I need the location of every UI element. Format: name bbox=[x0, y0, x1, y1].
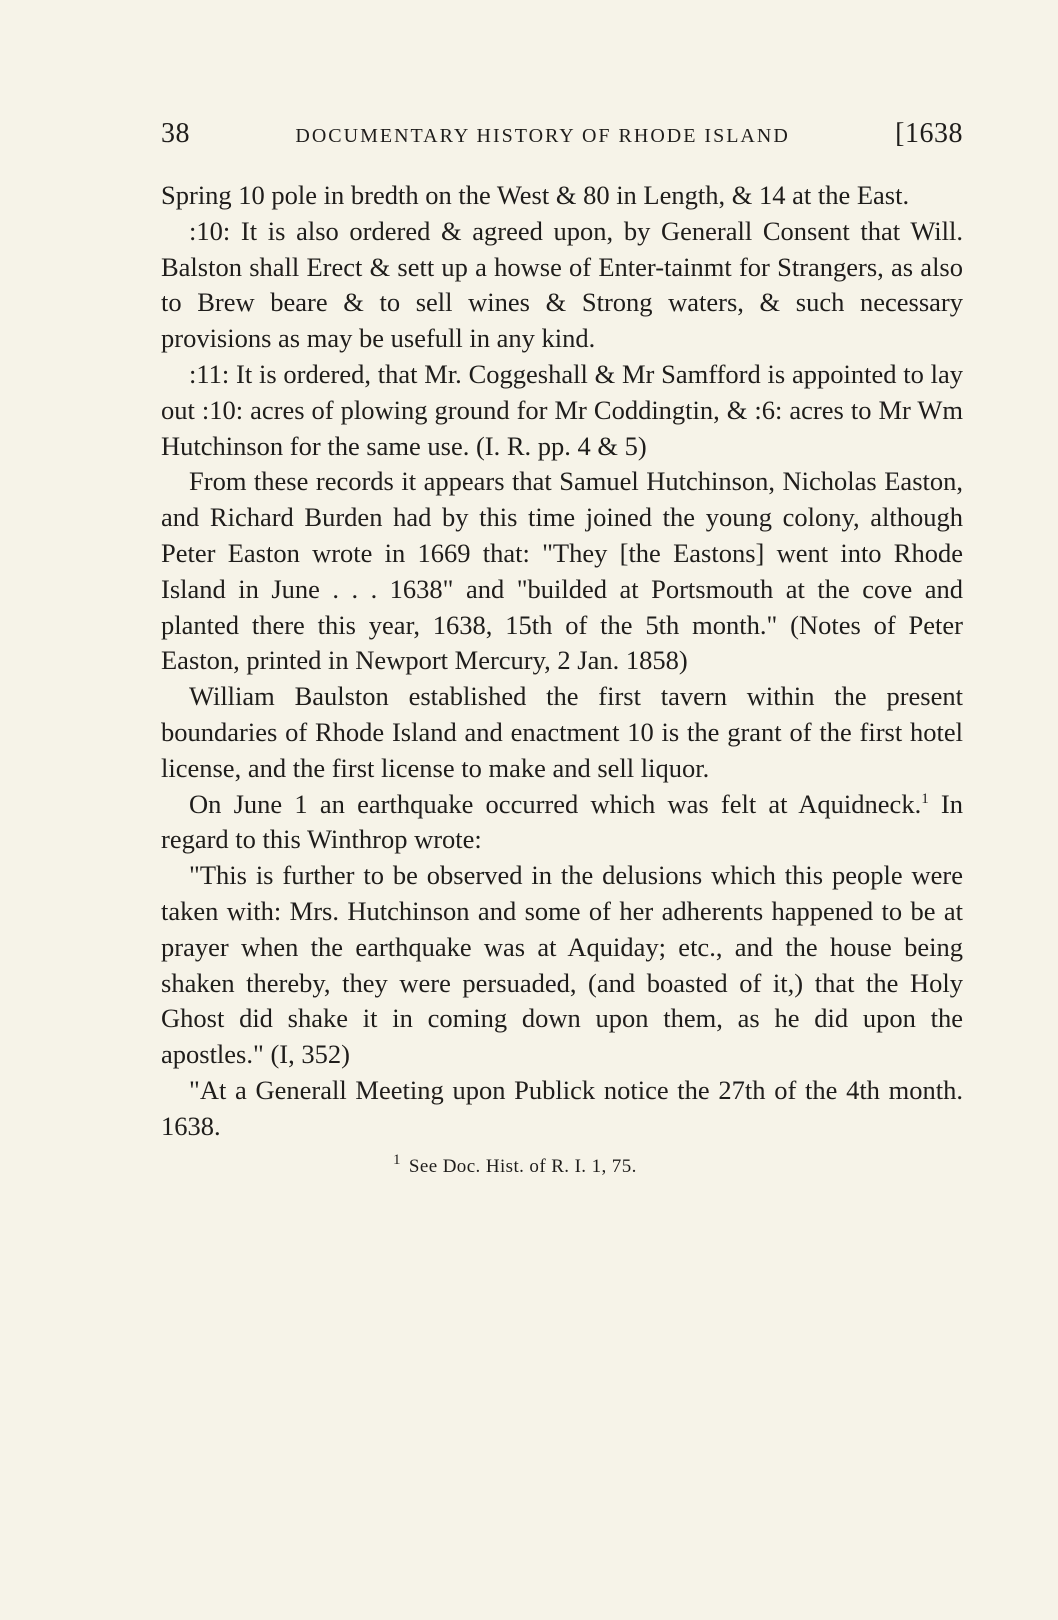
running-year: [1638 bbox=[895, 118, 963, 149]
page-number: 38 bbox=[161, 118, 190, 149]
paragraph: Spring 10 pole in bredth on the West & 80 in Length, & 14 at the East. bbox=[161, 180, 910, 210]
paragraph bbox=[161, 787, 963, 859]
running-title: DOCUMENTARY HISTORY OF RHODE ISLAND bbox=[295, 125, 790, 147]
paragraph: "This is further to be observed in the delusions which this people were taken with: Mrs. Hutchinson and some of her adherents happened to be at prayer when the earthquake was at Aquiday; etc., and the house being shaken thereby, they were persuaded, (and boasted of it,) that the Holy Ghost did shake it in coming down upon them, as he did upon the apostles." (I, 352) bbox=[161, 860, 963, 1070]
body-text bbox=[161, 178, 963, 1145]
footnote-text: See Doc. Hist. of R. I. 1, 75. bbox=[408, 1155, 637, 1177]
paragraph: :11: It is ordered, that Mr. Coggeshall & Mr Samfford is appointed to lay out :10: acres of plowing ground for Mr Coddingtin, & :6: acres to Mr Wm Hutchinson for the same use. (I. R. pp. 4 & 5) bbox=[161, 358, 963, 461]
paragraph: From these records it appears that Samuel Hutchinson, Nicholas Easton, and Richard Burden had by this time joined the young colony, although Peter Easton wrote in 1669 that: "They [the Eastons] went into Rhode Island in June . . . 1638" and "builded at Portsmouth at the cove and planted there this year, 1638, 15th of the 5th month." (Notes of Peter Easton, printed in Newport Mercury, 2 Jan. 1858) bbox=[161, 466, 963, 676]
paragraph: William Baulston established the first tavern within the present boundaries of Rhode Island and enactment 10 is the grant of the first hotel license, and the first license to make and sell liquor. bbox=[161, 681, 963, 783]
footnote-reference: 1 bbox=[921, 790, 929, 807]
footnote bbox=[161, 1152, 963, 1179]
book-page bbox=[161, 118, 963, 1179]
paragraph: "At a Generall Meeting upon Publick notice the 27th of the 4th month. 1638. bbox=[161, 1074, 963, 1141]
paragraph-text: On June 1 an earthquake occurred which was felt at Aquidneck. bbox=[189, 788, 922, 819]
running-head bbox=[161, 118, 963, 158]
paragraph-text: In regard to this Winthrop wrote: bbox=[161, 788, 963, 855]
footnote-number: 1 bbox=[393, 1152, 401, 1169]
paragraph: :10: It is also ordered & agreed upon, by Generall Consent that Will. Balston shall Erect & sett up a howse of Enter-tainmt for Strangers, as also to Brew beare & to sell wines & Strong waters, & such necessary provisions as may be usefull in any kind. bbox=[161, 215, 963, 354]
